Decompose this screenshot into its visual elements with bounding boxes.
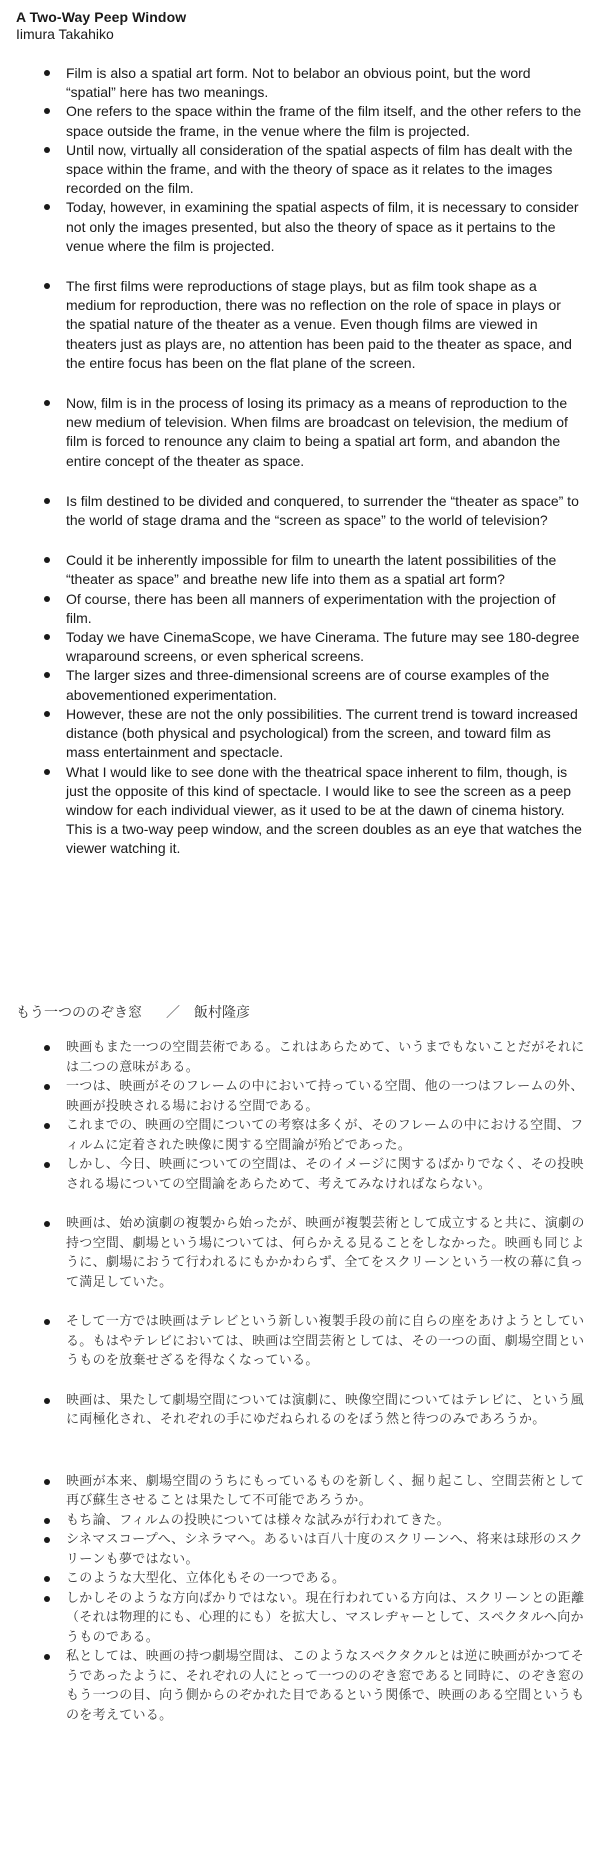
heading-separator: ／ [166,1005,180,1021]
japanese-bullet-item: 私としては、映画の持つ劇場空間は、このようなスペクタクルとは逆に映画がかつてそうであったように、それぞれの人にとって一つののぞき窓であると同時に、のぞき窓のもう一つの目、向う側からのぞかれた目であるという関係で、映画のある空間というものを考えている。 [44,1647,592,1725]
english-bullet-item: Is film destined to be divided and conquered, to surrender the “theater as space” to the world of stage drama and the “screen as space” to the world of television? [44,492,584,530]
japanese-bullet-item: これまでの、映画の空間についての考察は多くが、そのフレームの中における空間、フィルムに定着された映像に関する空間論が殆どであった。 [44,1116,592,1155]
japanese-heading [16,1003,250,1023]
japanese-bullet-item: そして一方では映画はテレビという新しい複製手段の前に自らの座をあけようとしている。もはやテレビにおいては、映画は空間芸術としては、その一つの面、劇場空間というものを放棄せざるを得なくなっている。 [44,1312,592,1371]
english-bullet-list [44,64,584,859]
english-bullet-item: Film is also a spatial art form. Not to belabor an obvious point, but the word “spatial” here has two meanings. [44,64,584,102]
english-bullet-item: What I would like to see done with the theatrical space inherent to film, though, is just the opposite of this kind of spectacle. I would like to see the screen as a peep window for each individual viewer, as it used to be at the dawn of cinema history. This is a two-way peep window, and the screen doubles as an eye that watches the viewer watching it. [44,763,584,859]
japanese-bullet-item: 映画が本来、劇場空間のうちにもっているものを新しく、掘り起こし、空間芸術として再び蘇生させることは果たして不可能であろうか。 [44,1472,592,1511]
english-bullet-item: Today we have CinemaScope, we have Cinerama. The future may see 180-degree wraparound screens, or even spherical screens. [44,628,584,666]
japanese-bullet-item: 映画は、果たして劇場空間については演劇に、映像空間についてはテレビに、という風に両極化され、それぞれの手にゆだねられるのをぼう然と待つのみであろうか。 [44,1391,592,1430]
japanese-bullet-item: 一つは、映画がそのフレームの中において持っている空間、他の一つはフレームの外、映画が投映される場における空間である。 [44,1077,592,1116]
japanese-bullet-item: しかしそのような方向ばかりではない。現在行われている方向は、スクリーンとの距離（それは物理的にも、心理的にも）を拡大し、マスレヂャーとして、スペクタルへ向かうものである。 [44,1589,592,1648]
japanese-bullet-item: シネマスコープへ、シネラマへ。あるいは百八十度のスクリーンへ、将来は球形のスクリーンも夢ではない。 [44,1530,592,1569]
english-bullet-item: The first films were reproductions of stage plays, but as film took shape as a medium for reproduction, there was no reflection on the role of space in plays or the spatial nature of the theater as a venue. Even though films are viewed in theaters just as plays are, no attention has been paid to the theater as space, and the entire focus has been on the flat plane of the screen. [44,277,584,373]
japanese-bullet-list [44,1038,592,1725]
english-title: A Two-Way Peep Window [16,9,187,25]
japanese-bullet-item: もち論、フィルムの投映については様々な試みが行われてきた。 [44,1511,592,1531]
english-bullet-item: Of course, there has been all manners of experimentation with the projection of film. [44,590,584,628]
japanese-bullet-item: このような大型化、立体化もその一つである。 [44,1569,592,1589]
japanese-title: もう一つののぞき窓 [16,1005,142,1021]
english-bullet-item: Now, film is in the process of losing its primacy as a means of reproduction to the new medium of television. When films are broadcast on television, the medium of film is forced to renounce any claim to being a spatial art form, and abandon the entire concept of the theater as space. [44,394,584,471]
japanese-bullet-item: しかし、今日、映画についての空間は、そのイメージに関するばかりでなく、その投映される場についての空間論をあらためて、考えてみなければならない。 [44,1155,592,1194]
english-bullet-item: The larger sizes and three-dimensional screens are of course examples of the abovementioned experimentation. [44,666,584,704]
english-bullet-item: Until now, virtually all consideration of the spatial aspects of film has dealt with the space within the frame, and with the theory of space as it relates to the images recorded on the film. [44,141,584,199]
english-author: Iimura Takahiko [16,26,114,42]
english-bullet-item: One refers to the space within the frame of the film itself, and the other refers to the space outside the frame, in the venue where the film is projected. [44,102,584,140]
english-bullet-item: However, these are not the only possibilities. The current trend is toward increased distance (both physical and psychological) from the screen, and toward film as mass entertainment and spectacle. [44,705,584,763]
japanese-bullet-item: 映画は、始め演劇の複製から始ったが、映画が複製芸術として成立すると共に、演劇の持つ空間、劇場という場については、何らかえる見ることをしなかった。映画も同じように、劇場におうて行われるにもかかわらず、全てをスクリーンという一枚の幕に負って満足していた。 [44,1214,592,1292]
english-bullet-item: Today, however, in examining the spatial aspects of film, it is necessary to consider not only the images presented, but also the theory of space as it pertains to the venue where the film is projected. [44,198,584,256]
japanese-bullet-item: 映画もまた一つの空間芸術である。これはあらためて、いうまでもないことだがそれには二つの意味がある。 [44,1038,592,1077]
english-bullet-item: Could it be inherently impossible for film to unearth the latent possibilities of the “theater as space” and breathe new life into them as a spatial art form? [44,551,584,589]
japanese-author: 飯村隆彦 [194,1005,250,1021]
